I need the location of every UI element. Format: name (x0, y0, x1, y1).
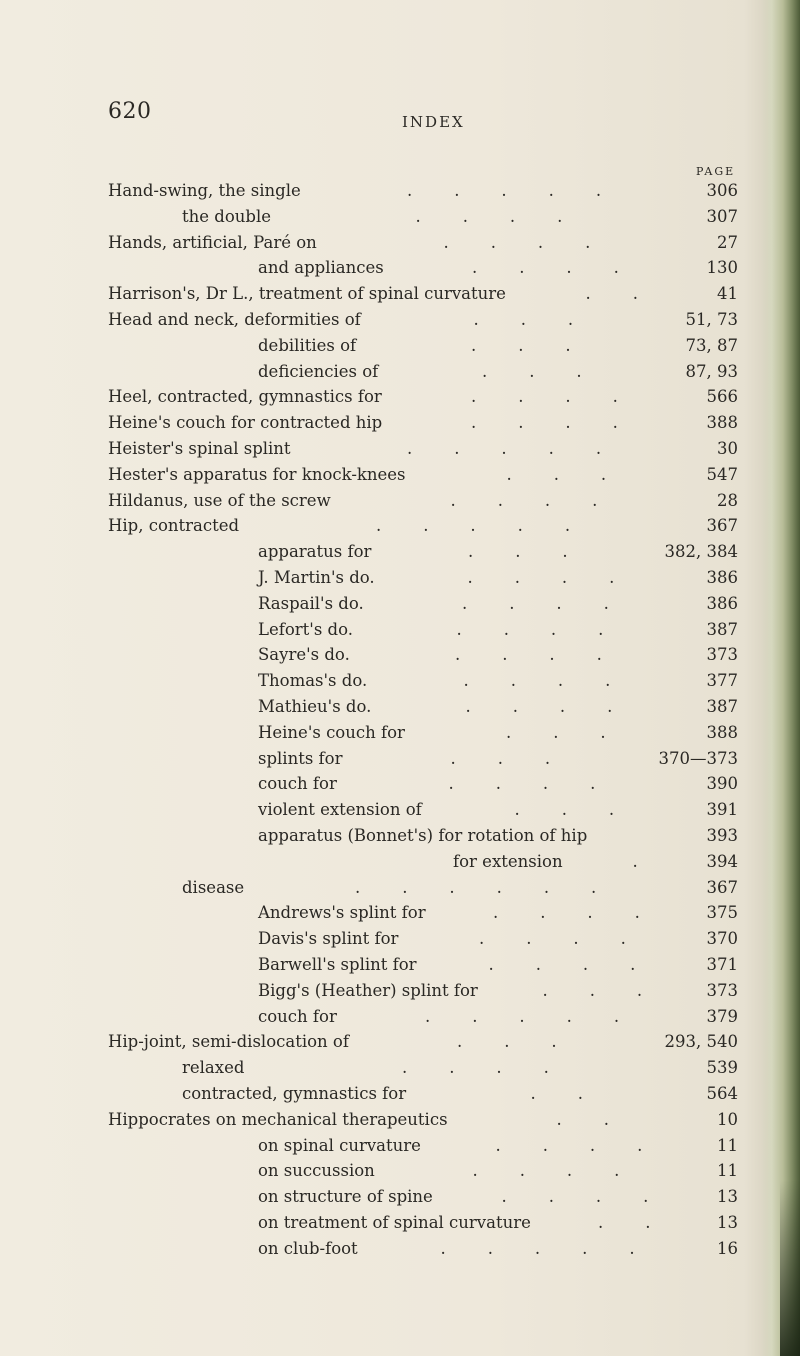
leader-dots: . . . (473, 310, 574, 329)
leader-dots: . . . . (402, 1058, 549, 1078)
index-entry (0, 488, 800, 514)
index-term: Heine's couch for contracted hip (108, 413, 383, 433)
index-entry (0, 204, 800, 230)
page-reference: 393 (706, 826, 738, 845)
running-head: INDEX (402, 113, 465, 131)
index-entry (0, 978, 800, 1004)
page-reference: 379 (706, 1006, 738, 1026)
index-entry (0, 720, 800, 746)
leader-dots: . . . (471, 335, 571, 355)
page-reference: 370 (706, 929, 738, 949)
leader-dots: . . . (457, 1032, 557, 1052)
page-reference: 564 (706, 1084, 738, 1103)
leader-dots: . . . . (488, 955, 636, 974)
index-term: Hands, artificial, Paré on (108, 232, 317, 252)
index-entry (0, 849, 800, 875)
index-term: couch for (258, 1006, 337, 1026)
leader-dots: . . . . . (425, 1006, 620, 1026)
index-term: Heister's spinal splint (108, 439, 291, 458)
page-reference: 387 (706, 619, 738, 639)
index-term: on treatment of spinal curvature (258, 1213, 531, 1232)
page-reference: 130 (706, 258, 738, 278)
leader-dots: . . . . (501, 1187, 649, 1207)
page-reference: 28 (717, 490, 738, 510)
leader-dots: . . (556, 1109, 609, 1129)
index-term: violent extension of (258, 800, 422, 820)
page-reference: 386 (706, 593, 738, 613)
index-entry (0, 1029, 800, 1055)
index-entry (0, 384, 800, 410)
page-reference: 373 (706, 645, 738, 665)
page-reference: 391 (706, 800, 738, 820)
index-entry (0, 410, 800, 436)
leader-dots: . . (585, 284, 638, 304)
index-entry (0, 436, 800, 462)
page-reference: 382, 384 (664, 542, 738, 562)
index-entry (0, 307, 800, 333)
index-entry (0, 668, 800, 694)
index-entry (0, 926, 800, 952)
page-reference: 16 (717, 1238, 738, 1258)
leader-dots: . . . (514, 800, 615, 820)
index-term: Hip, contracted (108, 516, 240, 536)
leader-dots: . . . . . (407, 439, 602, 458)
index-term: on spinal curvature (258, 1135, 421, 1155)
index-term: Heel, contracted, gymnastics for (108, 387, 382, 407)
index-term: the double (182, 206, 271, 226)
page-reference: 386 (706, 568, 738, 587)
page-reference: 11 (717, 1161, 738, 1181)
page-reference: 370—373 (658, 748, 738, 768)
index-term: apparatus for (258, 542, 372, 562)
leader-dots: . . . (450, 748, 551, 768)
leader-dots: . . . (506, 722, 606, 742)
leader-dots: . . . . (448, 774, 596, 794)
index-term: Bigg's (Heather) splint for (258, 980, 478, 1000)
leader-dots: . . . . (463, 671, 611, 691)
page-reference: 307 (706, 206, 738, 226)
leader-dots: . . . . (472, 258, 619, 278)
index-term: Heine's couch for (258, 722, 405, 742)
index-term: on succussion (258, 1161, 375, 1181)
index-entry (0, 642, 800, 668)
page-reference: 539 (706, 1058, 738, 1078)
index-entry (0, 230, 800, 256)
index-term: Andrews's splint for (258, 903, 426, 923)
page-reference: 293, 540 (664, 1032, 738, 1052)
index-entry (0, 359, 800, 385)
leader-dots: . . . . (471, 413, 618, 433)
leader-dots: . . . . . (376, 516, 571, 536)
leader-dots: . . . (468, 542, 568, 562)
page-reference: 306 (706, 181, 738, 200)
page-reference: 11 (717, 1135, 738, 1155)
leader-dots: . . . . (443, 232, 591, 252)
index-term: disease (182, 877, 245, 897)
index-term: deficiencies of (258, 361, 379, 381)
page-reference: 394 (706, 851, 738, 871)
page-reference: 566 (706, 387, 738, 407)
page-reference: 373 (706, 980, 738, 1000)
index-entry (0, 1081, 800, 1107)
index-entry (0, 617, 800, 643)
index-entry (0, 1236, 800, 1262)
leader-dots: . . . . (472, 1161, 620, 1181)
leader-dots: . . . . . (407, 181, 602, 200)
index-term: Hand-swing, the single (108, 181, 301, 200)
leader-dots: . . (530, 1084, 583, 1103)
index-term: Hippocrates on mechanical therapeutics (108, 1109, 448, 1129)
index-entry (0, 746, 800, 772)
leader-dots: . . . . (465, 697, 613, 716)
index-entry (0, 1133, 800, 1159)
page-reference: 41 (717, 284, 738, 304)
leader-dots: . . (598, 1213, 651, 1232)
page-reference: 388 (706, 722, 738, 742)
leader-dots: . . . . . (440, 1238, 635, 1258)
page-reference: 10 (717, 1109, 738, 1129)
leader-dots: . . . . . . (355, 877, 597, 897)
page-reference: 547 (706, 464, 738, 484)
page-column-label: PAGE (696, 165, 736, 178)
index-entry (0, 1004, 800, 1030)
leader-dots: . . . . (462, 593, 609, 613)
page-reference: 375 (706, 903, 738, 923)
index-term: Barwell's splint for (258, 955, 417, 974)
leader-dots: . . . . (467, 568, 615, 587)
index-entry (0, 281, 800, 307)
page-reference: 387 (706, 697, 738, 716)
index-term: Sayre's do. (258, 645, 350, 665)
index-term: and appliances (258, 258, 384, 278)
page-number: 620 (108, 99, 152, 124)
page-reference: 27 (717, 232, 738, 252)
index-entry (0, 900, 800, 926)
index-term: Hester's apparatus for knock-knees (108, 464, 406, 484)
index-term: splints for (258, 748, 343, 768)
leader-dots: . . . (506, 464, 607, 484)
leader-dots: . . . . (495, 1135, 643, 1155)
index-entry (0, 771, 800, 797)
index-term: Raspail's do. (258, 593, 364, 613)
leader-dots: . . . (482, 361, 582, 381)
index-term: Davis's splint for (258, 929, 399, 949)
leader-dots: . . . . (479, 929, 626, 949)
leader-dots: . . . . (471, 387, 618, 407)
index-term: Hip-joint, semi-dislocation of (108, 1032, 349, 1052)
index-entry (0, 1107, 800, 1133)
index-entry (0, 255, 800, 281)
index-entry (0, 823, 800, 849)
page-reference: 377 (706, 671, 738, 691)
index-entry (0, 1055, 800, 1081)
leader-dots: . . . . (493, 903, 640, 923)
index-entry (0, 1184, 800, 1210)
index-term: debilities of (258, 335, 357, 355)
leader-dots: . . . . (415, 206, 563, 226)
page-reference: 73, 87 (685, 335, 738, 355)
index-term: Mathieu's do. (258, 697, 372, 716)
page-reference: 87, 93 (685, 361, 738, 381)
index-entry (0, 1210, 800, 1236)
index-term: J. Martin's do. (258, 568, 375, 587)
index-entry (0, 694, 800, 720)
page-reference: 51, 73 (685, 310, 738, 329)
index-term: Head and neck, deformities of (108, 310, 361, 329)
page-reference: 367 (706, 877, 738, 897)
leader-dots: . . . . (450, 490, 598, 510)
index-term: Hildanus, use of the screw (108, 490, 331, 510)
page-reference: 13 (717, 1213, 738, 1232)
page-reference: 13 (717, 1187, 738, 1207)
index-term: relaxed (182, 1058, 245, 1078)
index-entry (0, 333, 800, 359)
page-reference: 388 (706, 413, 738, 433)
index-term: on structure of spine (258, 1187, 433, 1207)
index-term: on club-foot (258, 1238, 358, 1258)
index-term: Harrison's, Dr L., treatment of spinal curvature (108, 284, 506, 304)
index-term: Lefort's do. (258, 619, 353, 639)
index-term: couch for (258, 774, 337, 794)
index-term: for extension (453, 851, 563, 871)
page-reference: 371 (706, 955, 738, 974)
index-entry (0, 1158, 800, 1184)
index-term: contracted, gymnastics for (182, 1084, 407, 1103)
leader-dots: . . . . (455, 645, 602, 665)
index-term: apparatus (Bonnet's) for rotation of hip (258, 826, 588, 845)
index-entry (0, 591, 800, 617)
index-entry (0, 875, 800, 901)
page-reference: 367 (706, 516, 738, 536)
leader-dots: . . . (542, 980, 643, 1000)
index-entry (0, 565, 800, 591)
page-reference: 30 (717, 439, 738, 458)
index-entry (0, 539, 800, 565)
index-entry (0, 797, 800, 823)
leader-dots: . . . . (456, 619, 604, 639)
index-entry (0, 952, 800, 978)
index-term: Thomas's do. (258, 671, 368, 691)
page-reference: 390 (706, 774, 738, 794)
index-entry (0, 462, 800, 488)
index-entry (0, 178, 800, 204)
index-entry (0, 513, 800, 539)
leader-dots: . (632, 851, 638, 871)
